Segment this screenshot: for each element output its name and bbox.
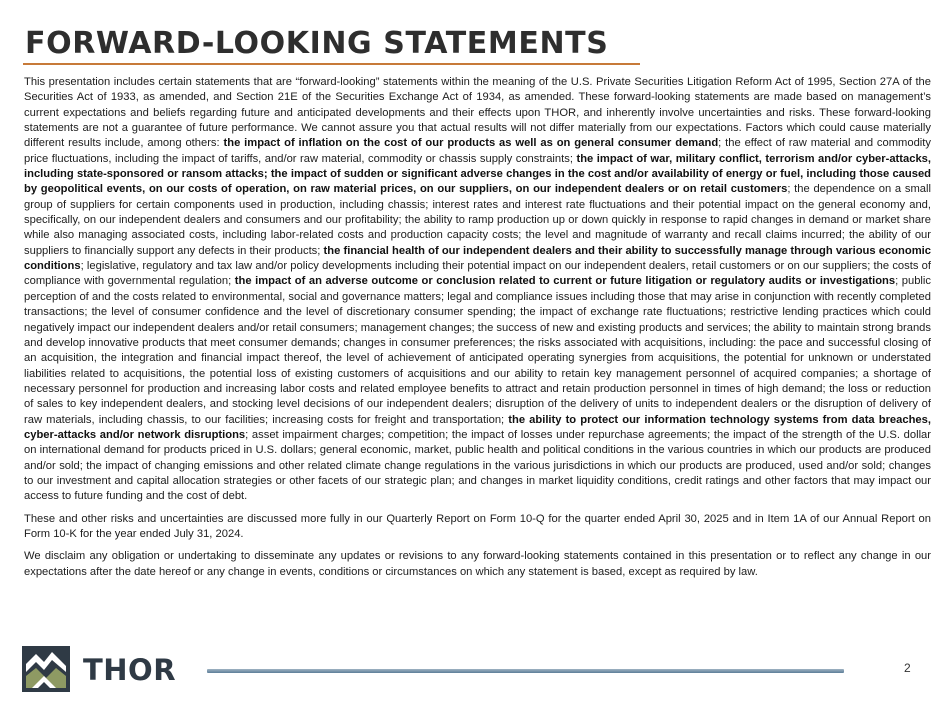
text-segment: ; the dependence on a small group of suppliers for certain components used in production, including chassis; interest rates and interest rate fluctuations and their potential impact on the general economy and, specifically, on our independent dealers and consumers and our profitability; the ability to ramp production up or down quickly in response to rapid changes in demand or market share while also managing associated costs, including labor-related costs and production capacity costs; the level and magnitude of warranty and recall claims incurred; the ability of our suppliers to financially support any defects in their products; (24, 183, 931, 257)
text-segment: This presentation includes certain statements that are “forward-looking” statements within the meaning of the U.S. Private Securities Litigation Reform Act of 1995, Section 27A of the Securities Act of 1933, as amended, and Section 21E of the Securities Exchange Act of 1934, as amended. These forward-looking statements are made based on management’s current expectations and beliefs regarding future and anticipated developments and their effects upon THOR, and inherently involve uncertainties and risks. These forward-looking statements are not a guarantee of future performance. We cannot assure you that actual results will not differ materially from our expectations. Factors which could cause materially different results include, among others: (24, 76, 931, 150)
page-number: 2 (904, 661, 911, 675)
paragraph-risk-factors (24, 75, 931, 505)
emphasized-text: the impact of war, military conflict, terrorism and/or cyber-attacks, including state-sponsored or ransom attacks; the impact of sudden or significant adverse changes in the cost and/or availability of energy or fuel, including those caused by geopolitical events, on our costs of operation, on raw material prices, on our suppliers, on our independent dealers or on retail customers (24, 152, 931, 196)
title-underline (23, 63, 640, 65)
disclaimer-body (24, 75, 931, 587)
paragraph-disclaimer: We disclaim any obligation or undertaking to disseminate any updates or revisions to any forward-looking statements contained in this presentation or to reflect any change in our expectations after the date hereof or any change in events, conditions or circumstances on which any statement is based, except as required by law. (24, 550, 931, 578)
emphasized-text: the financial health of our independent dealers and their ability to successfully manage through various economic conditions (24, 244, 931, 273)
thor-logo-icon (22, 646, 70, 692)
text-segment: ; asset impairment charges; competition; the impact of losses under repurchase agreements; the impact of the strength of the U.S. dollar on international demand for products priced in U.S. dollars; general economic, market, public health and political conditions in the various countries in which our products are produced and/or sold; the impact of changing emissions and other related climate change regulations in the various jurisdictions in which our products are produced, used and/or sold; changes to our investment and capital allocation strategies or other facets of our strategic plan; and changes in market liquidity conditions, credit ratings and other factors that may impact our access to future funding and the cost of debt. (24, 428, 932, 503)
emphasized-text: the ability to protect our information technology systems from data breaches, cyber-attacks and/or network disruptions (24, 413, 931, 441)
paragraph-further-risks: These and other risks and uncertainties are discussed more fully in our Quarterly Report on Form 10-Q for the quarter ended April 30, 2025 and in Item 1A of our Annual Report on Form 10-K for the year ended July 31, 2024. (24, 512, 931, 540)
emphasized-text: the impact of an adverse outcome or conclusion related to current or future litigation or regulatory audits or investigations (234, 275, 896, 288)
text-segment: ; legislative, regulatory and tax law and/or policy developments including their potential impact on our independent dealers, retail customers or on our suppliers; the costs of compliance with governmental regulation; (24, 260, 931, 288)
emphasized-text: the impact of inflation on the cost of our products as well as on general consumer demand (223, 137, 719, 150)
text-segment: ; public perception of and the costs related to environmental, social and governance matters; legal and compliance issues including those that may arise in conjunction with recently completed transactions; the level of consumer confidence and the level of discretionary consumer spending; the impact of exchange rate fluctuations; restrictive lending practices which could negatively impact our independent dealers and/or retail consumers; management changes; the success of new and existing products and services; the ability to maintain strong brands and develop innovative products that meet consumer demands; changes in consumer preferences; the risks associated with acquisitions, including: the pace and successful closing of an acquisition, the integration and financial impact thereof, the level of achievement of anticipated operating synergies from acquisitions, the potential for unknown or understated liabilities related to acquisitions, the potential loss of existing customers of acquisitions and our ability to retain key management personnel of acquired companies; a shortage of necessary personnel for production and increasing labor costs and related employee benefits to attract and retain production personnel in times of high demand; the loss or reduction of sales to key independent dealers, and stocking level decisions of our independent dealers; disruption of the delivery of units to independent dealers or the disruption of delivery of raw materials, including chassis, to our facilities; increasing costs for freight and transportation; (24, 275, 931, 426)
text-segment: ; the effect of raw material and commodity price fluctuations, including the impact of tariffs, and/or raw material, commodity or chassis supply constraints; (24, 137, 931, 165)
page-title: FORWARD-LOOKING STATEMENTS (25, 26, 609, 61)
footer-divider (207, 669, 844, 673)
brand-wordmark: THOR (83, 653, 177, 687)
